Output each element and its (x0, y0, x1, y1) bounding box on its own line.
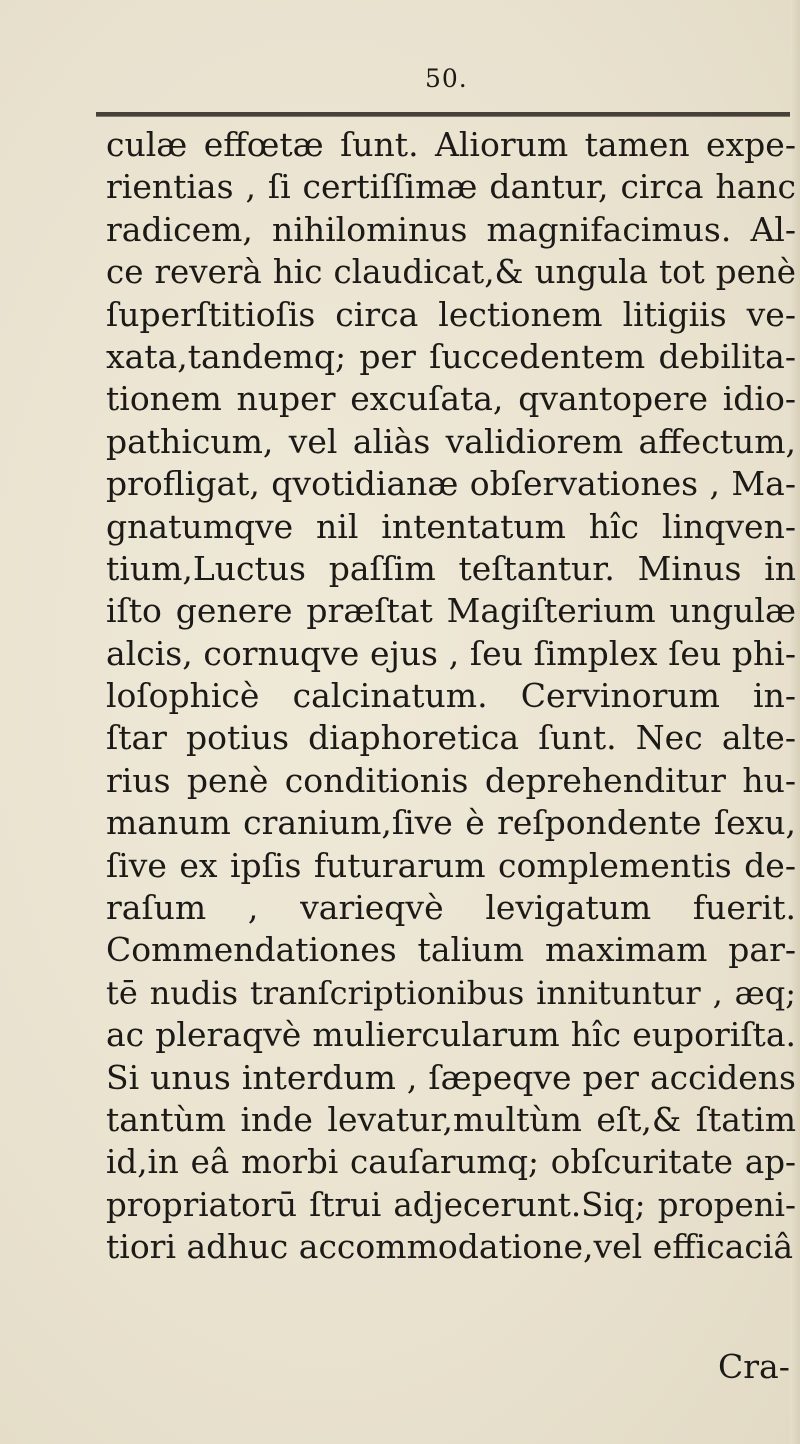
text-line: culæ effœtæ ſunt. Aliorum tamen expe- (106, 125, 796, 164)
text-line: ſuperſtitioſis circa lectionem litigiis ve- (106, 294, 796, 334)
text-line: pathicum, vel aliàs validiorem affectum, (106, 421, 796, 461)
page-number: 50. (425, 64, 468, 93)
text-line: radicem, nihilominus magnifacimus. Al- (106, 209, 796, 249)
text-line: ac pleraqvè muliercularum hîc euporiſta. (106, 1015, 796, 1055)
text-line: Si unus interdum , ſæpeqve per accidens (106, 1057, 796, 1097)
text-line: rius penè conditionis deprehenditur hu- (106, 760, 796, 800)
body-text (106, 124, 796, 1269)
text-line: xata,tandemq; per ſuccedentem debilita- (106, 336, 796, 376)
text-line: tiori adhuc accommodatione,vel efficaciâ (106, 1227, 794, 1267)
text-line: Commendationes talium maximam par- (106, 930, 796, 970)
text-line: tantùm inde levatur,multùm eſt,& ſtatim (106, 1099, 796, 1139)
text-line: tē nudis tranſcriptionibus innituntur , æq; (106, 973, 796, 1012)
text-line: id,in eâ morbi cauſarumq; obſcuritate ap- (106, 1143, 796, 1182)
text-line: alcis, cornuqve ejus , ſeu ſimplex ſeu phi- (106, 633, 796, 673)
text-line: iſto genere præſtat Magiſterium ungulæ (106, 591, 796, 631)
text-line: tionem nuper excuſata, qvantopere idio- (106, 379, 796, 419)
text-line: ſtar potius diaphoretica ſunt. Nec alte- (106, 718, 796, 758)
catchword: Cra- (718, 1347, 790, 1386)
text-line: propriatorū ſtrui adjecerunt.Siq; propeni- (106, 1185, 796, 1224)
text-line: loſophicè calcinatum. Cervinorum in- (106, 676, 796, 716)
text-line: manum cranium,ſive è reſpondente ſexu, (106, 803, 796, 843)
text-line: rientias , ſi certiſſimæ dantur, circa hanc (106, 167, 796, 207)
header-rule (96, 112, 790, 117)
text-line: profligat, qvotidianæ obſervationes , Ma- (106, 464, 796, 504)
text-line: gnatumqve nil intentatum hîc linqven- (106, 506, 796, 546)
text-line: raſum , varieqvè levigatum fuerit. (106, 888, 796, 928)
text-line: tium,Luctus paſſim teſtantur. Minus in (106, 548, 796, 588)
text-line: ce reverà hic claudicat,& ungula tot penè (106, 253, 796, 292)
text-line: ſive ex ipſis futurarum complementis de- (106, 845, 796, 885)
